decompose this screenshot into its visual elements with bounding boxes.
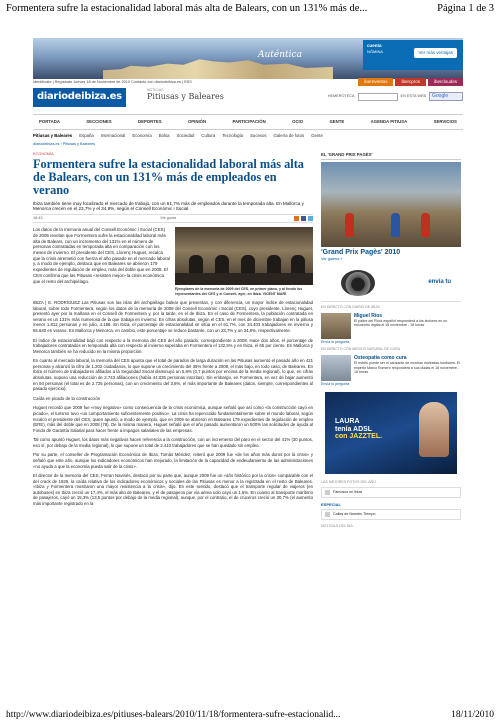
nav-secciones[interactable]: SECCIONES [86, 119, 112, 125]
tab-ibereventos[interactable]: ibereventos [358, 78, 393, 86]
subnav-cultura[interactable]: Cultura [201, 133, 216, 138]
chat-guest-name[interactable]: Osteopatía como cura [354, 354, 407, 361]
tab-ibercloudes[interactable]: ibercloudes [428, 78, 463, 86]
special-heading: ESPECIAL [321, 502, 342, 508]
grand-prix-heading: EL 'GRAND PRIX PAGÈS' [321, 152, 461, 160]
article-subheading: Caída en picado de la construcción [33, 395, 101, 401]
nav-participacion[interactable]: PARTICIPACIÓN [232, 119, 266, 125]
jazztel-ad[interactable] [325, 392, 457, 474]
search-option[interactable]: EN ESTA WEB [400, 94, 426, 99]
article-body [33, 300, 313, 507]
share-facebook-icon[interactable] [301, 216, 306, 221]
subnav-espana[interactable]: España [79, 133, 94, 138]
print-page-number: Página 1 de 3 [437, 3, 494, 14]
section-title: Pitiusas y Baleares [147, 92, 224, 101]
banner-logo: Auténtica [258, 50, 302, 60]
special-item-label: Calles de Nuestro Tiempo [333, 512, 376, 517]
article-photo-box [175, 227, 313, 296]
nav-opinion[interactable]: OPINIÓN [187, 119, 207, 125]
subnav-gente[interactable]: Gente [311, 133, 323, 138]
ad-text-line1: LAURA [335, 418, 360, 426]
article-paragraph: El índice de estacionalidad bajó con respecto a la memoria del CES del año pasado, correspondiente a 2008. Hace dos años, el porcentaje de trabajadores contratados en temporada alta con respecto al invierno superaba en Formentera el 132,5% y en Ibiza, el 65 por ciento. En Mallorca y Menorca también se ha reducido en la misma proporción. [33, 337, 313, 354]
subnav-sucesos[interactable]: Sucesos [250, 133, 267, 138]
header [33, 88, 463, 110]
photo-caption: Ejemplares de la memoria de 2009 del CES, en primer plano, y al fondo los representantes del CES y el Consell, ayer, en Ibiza. VICENT MARÍ [175, 287, 303, 296]
ad-text-line2: tenía ADSL [335, 425, 373, 433]
article-paragraph: IBIZA | E. RODRÍGUEZ Las Pitiusas son las islas del archipiélago balear que presentan, y con diferencia, un mayor índice de estacionalidad laboral, sobre todo Formentera, según los datos de la memoria de 2009 del Consell Econòmic i Social (CES), cuyo presidente, Llorenç Huguet, presentó ayer por la mañana en el Consell de Formentera y, por la tarde, en el de Ibiza. En el caso de Formentera, la población contratada en verano es un 131% más numerosa de la que trabaja en invierno. En cifras absolutas, según el CES, en el mes de diciembre trabajan en la pitiusa menor 1.812 personas y en julio, 4.188. En Ibiza, el porcentaje de estacionalidad se sitúa en el 61,7%, con 34.403 trabajadores en invierno y 55.640 en verano. En Mallorca y Menorca, en cambio, este porcentaje se reduce bastante, con un 23,7% y un 34,8%, respectivamente. [33, 300, 313, 333]
chat-guest-description: El padre del Rock español responderá a los lectores en un encuentro digital el 18 noviembre - 18 horas [354, 319, 448, 328]
article-section-tag: ECONOMÍA [33, 152, 54, 156]
print-header [6, 3, 494, 14]
gallery-link[interactable]: Ver galería » [321, 257, 343, 262]
article-subtitle: Ibiza también tiene muy focalizado el mercado de trabajo, con un 61,7% más de empleados durante la temporada alta. En Mallorca y Menorca crecen en el 23,7% y el 34,8%, según el Consell Econòmic i Social. [33, 200, 304, 212]
nav-gente[interactable]: GENTE [329, 119, 345, 125]
main-nav [33, 114, 463, 130]
section-small-label: NOTICIAS [147, 88, 164, 92]
gallery-item[interactable] [321, 487, 461, 498]
ad-line1: cuenta [367, 43, 382, 48]
identity-bar[interactable]: Identifícate | Regístrate Jueves 18 de Noviembre de 2010 Contacto con diariodeibiza.es | RSS [33, 80, 192, 84]
search-area [328, 92, 463, 101]
subnav-pitiusas[interactable]: Pitiusas y Baleares [33, 133, 73, 138]
gallery-item-label: Famosos en Ibiza [333, 490, 363, 495]
search-label: HEMEROTECA [327, 94, 355, 99]
site-logo[interactable]: diariodeibiza.es [33, 88, 126, 107]
article [33, 152, 313, 511]
search-input[interactable] [358, 93, 398, 101]
nav-servicios[interactable]: SERVICIOS [433, 119, 457, 125]
ad-more-button[interactable]: Ver más ventajas [414, 48, 457, 58]
ask-question-link[interactable]: Envía tu pregunta [321, 381, 350, 386]
galleries-heading: LAS MEJORES FOTOS DEL AÑO [321, 480, 376, 485]
share-icons [294, 216, 313, 221]
sidebar [321, 152, 461, 529]
article-paragraph: Huguet recordó que 2009 fue «muy negativo» como consecuencia de la crisis económica, aunque señaló que así como «la construcción cayó en picado», el turismo tuvo «un comportamiento suficientemente positivo». La crisis ha repercutido fundamentalmente sobre el mundo laboral, según recalcó el presidente del CES, quien apuntó, a modo de ejemplo, que en 2009 se abrieron en Baleares 179 expedientes de regulación de empleo (ERE), más del doble que en 2008 (78). De la misma manera, Huguet señaló que el año pasado aumentaron un 500% las solicitudes de ayuda al Fondo de Garantía Salarial para hacer frente a impagos salariales de las empresas. [33, 405, 313, 433]
nav-deportes[interactable]: DEPORTES [137, 119, 162, 125]
avatar [321, 313, 351, 339]
google-search-button[interactable]: Google [429, 92, 463, 101]
chat-item [321, 313, 461, 339]
subnav-internacional[interactable]: Internacional [100, 133, 126, 138]
article-time: 18:43 [33, 216, 43, 221]
ad-model-image [419, 402, 449, 457]
ad-text-line3: con JAZZTEL. [335, 433, 383, 441]
live-chat-heading: EN DIRECTO CON MEDICO NATURAL DE CORA [321, 347, 401, 352]
grand-prix-photo[interactable] [321, 162, 461, 247]
share-email-icon[interactable] [294, 216, 299, 221]
print-url: http://www.diariodeibiza.es/pitiuses-balears/2010/11/18/formentera-sufre-estacionalid... [6, 710, 341, 720]
ask-question-link[interactable]: Envía tu pregunta [321, 339, 350, 344]
print-date: 18/11/2010 [451, 710, 494, 720]
lead-section [33, 227, 313, 296]
news-of-day-heading: NOTICIAS DEL DÍA [321, 524, 353, 529]
article-paragraph: Tal como apuntó Huguet, los datos más negativos hacen referencia a la construcción, con un incremento del paro en el sector del 41% (30 puntos, eso sí, por debajo de la media regional), lo que supone un total de 2.410 trabajadores que se han quedado sin empleo. [33, 437, 313, 448]
nav-agenda[interactable]: AGENDA PITIUSA [370, 119, 408, 125]
subnav-tecnologia[interactable]: Tecnología [222, 133, 244, 138]
chat-guest-name[interactable]: Miguel Ríos [354, 312, 383, 319]
article-headline: Formentera sufre la estacionalidad laboral más alta de Balears, con un 131% más de empleados en verano [33, 156, 304, 198]
ad-line2: NÓMINA [367, 48, 383, 54]
chat-item [321, 355, 461, 381]
top-banner [33, 38, 463, 79]
chat-guest-description: El estrés puede ser el causante de muchas molestias lumbares. El experto Marco Romero responderá a sus dudas el 18 noviembre - 18 horas [354, 361, 461, 374]
send-photo-label: envía tu [428, 279, 451, 286]
subnav-bolsa[interactable]: Bolsa [158, 133, 170, 138]
article-toolbar [33, 214, 313, 223]
webpage [33, 38, 463, 704]
photo-galleries [321, 480, 461, 528]
live-chat-heading: EN DIRECTO CON DIARIO DE IBIZA [321, 305, 380, 310]
avatar [321, 355, 351, 381]
article-paragraph: Por su parte, el conseller de Programación Económica de Ibiza, Tomás Méndez, reiteró que 2009 fue «de los años más duros por la crisis» y señaló que este año, aunque los indicadores económicos han mejorado, la limitación de la capacidad de endeudamiento de las administraciones «no ayuda a que la economía pueda salir de la crisis». [33, 452, 313, 469]
send-photo-banner[interactable] [321, 267, 461, 302]
camera-icon [341, 270, 375, 296]
subnav-sociedad[interactable]: Sociedad [176, 133, 195, 138]
like-button[interactable]: Me gusta [160, 216, 177, 221]
article-paragraph: En cuanto al mercado laboral, la memoria del CES apunta que el total de parados de larga duración en las Pitiusas aumentó el pasado año en 421 personas y alcanzó la cifra de 1.202 ciudadanos, lo que supone un crecimiento del 35% frente a 2008, el más bajo, en todo caso, de Baleares. En Ibiza el número de trabajadores afiliados a la Seguridad Social disminuyó un 5,9% (0,7 puntos por encima de la media regional), lo que, en cifras absolutas, supuso una reducción de 2.743 afiliaciones (había 44.035 personas inscritas). Sin embargo, en Formentera, en vez de bajar aumentó en 94 personas (el total es de 2.725 personas), con un crecimiento del 3,6%, el más importante de Baleares (datos, siempre, correspondientes al pasado ejercicio). [33, 358, 313, 392]
subnav-economia[interactable]: Economía [132, 133, 152, 138]
special-item[interactable] [321, 509, 461, 520]
print-title: Formentera sufre la estacionalidad laboral más alta de Balears, con un 131% más de... [6, 3, 368, 14]
nav-portada[interactable]: PORTADA [39, 119, 60, 125]
print-footer [6, 710, 494, 720]
tab-ibercpros[interactable]: ibercpros [395, 78, 426, 86]
breadcrumb[interactable]: diariodeibiza.es › Pitiusas y Baleares [33, 142, 96, 146]
nav-ocio[interactable]: OCIO [292, 119, 304, 125]
partner-tabs [358, 78, 463, 86]
grand-prix-title[interactable]: 'Grand Prix Pagès' 2010 [321, 248, 401, 256]
share-twitter-icon[interactable] [308, 216, 313, 221]
article-paragraph: El director de la memoria del CES, Ferran Navinés, destacó por su parte que, aunque 2009 fue un «año histórico por la crisis» comparable con el del crack de 1929, la caída relativa de los indicadores económicos y sociales de las Pitiusas es menor a la registrada en el resto de Baleares. «Ibiza y Formentera mostraron una mayor resistencia a la crisis», dijo. En este sentido, destacó que el transporte regular de viajeros (en autobuses) en Ibiza creció un 17,4%, el más alto de Baleares, y el de pasajeros por vía aérea solo cayó un 1,6%. En cuanto al transporte marítimo de pasajeros, cayó un 15,3% (13,5 puntos por debajo de la media regional), aunque, por el contrario, el de cruceros creció un 30,7% (el aumento más importante registrado en la [33, 473, 313, 507]
sub-nav [33, 133, 463, 139]
lead-paragraph: Los datos de la memoria anual del Consell Econòmic i Social (CES) de 2009 revelan que Formentera sufre la estacionalidad laboral más alta de Balears, con un incremento del 131% en el número de personas contratadas en temporada alta en comparación con los meses de invierno. El presidente del CES, Llorenç Huguet, recalca que la crisis arremetió con fuerza el año pasado en el mercado laboral y, a modo de ejemplo, destaca que en Baleares se abrieron 179 expedientes de regulación de empleo, más del doble que en 2008. El CES confirma que las Pitiusas «resisten mejor» la crisis económica que el resto del archipiélago. [33, 227, 170, 284]
subnav-galeria[interactable]: Galería de fotos [273, 133, 305, 138]
bank-ad[interactable] [363, 40, 463, 70]
article-photo[interactable] [175, 227, 313, 285]
